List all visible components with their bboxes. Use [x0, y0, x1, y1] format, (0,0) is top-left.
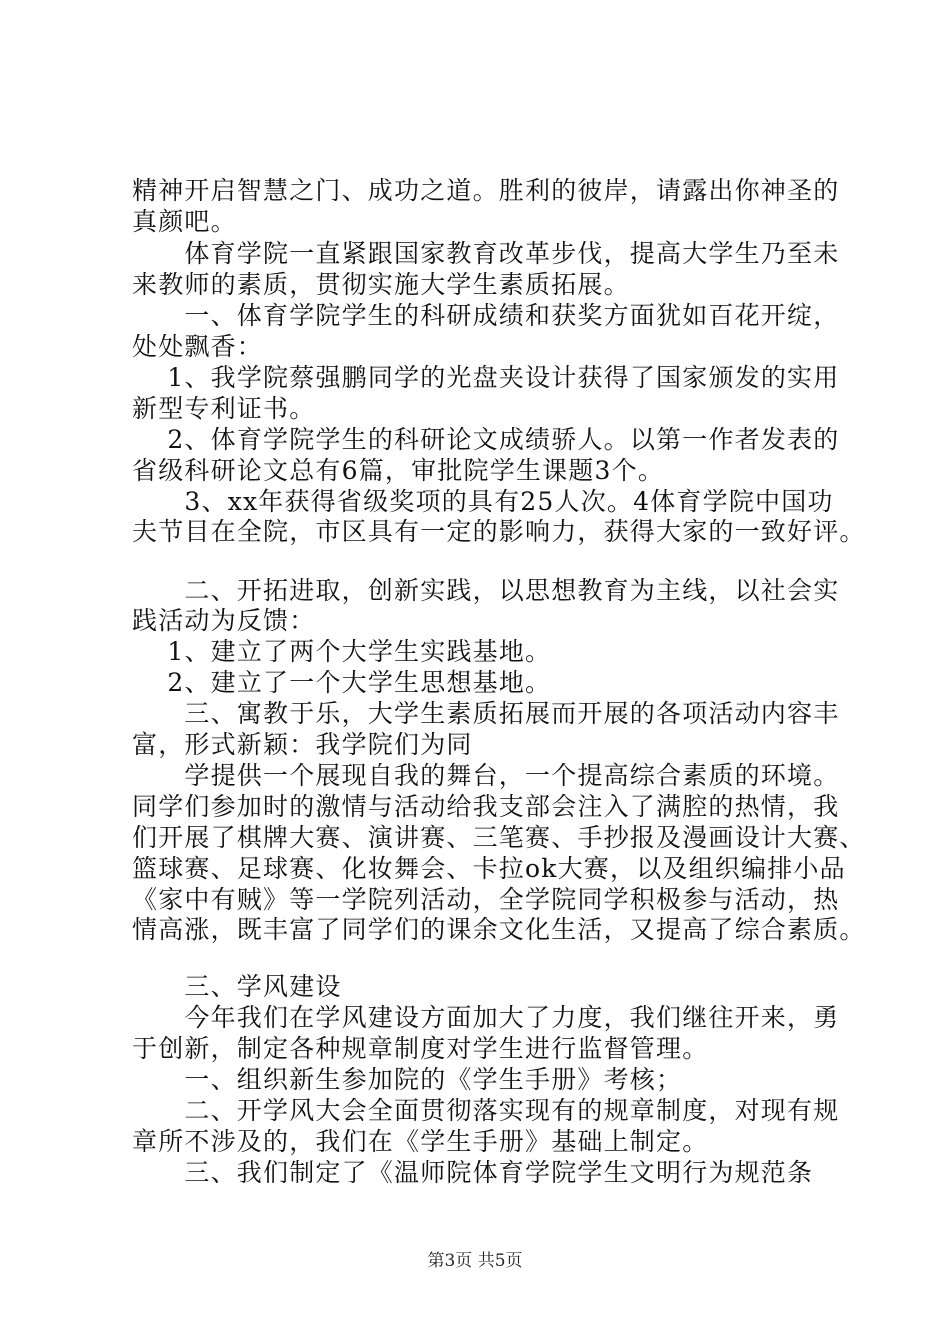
text-line: 体育学院一直紧跟国家教育改革步伐，提高大学生乃至未: [132, 239, 840, 268]
text-line: 三、我们制定了《温师院体育学院学生文明行为规范条: [132, 1158, 814, 1187]
text-line: 新型专利证书。: [132, 394, 316, 423]
text-line: 三、寓教于乐，大学生素质拓展而开展的各项活动内容丰: [132, 699, 840, 728]
text-line: 《家中有贼》等一学院列活动，全学院同学积极参与活动，热: [132, 885, 840, 914]
text-line: 1、我学院蔡强鹏同学的光盘夹设计获得了国家颁发的实用: [132, 363, 840, 392]
text-line: 学提供一个展现自我的舞台，一个提高综合素质的环境。: [132, 761, 840, 790]
text-line: 2、体育学院学生的科研论文成绩骄人。以第一作者发表的: [132, 425, 840, 454]
text-line: 夫节目在全院，市区具有一定的影响力，获得大家的一致好评。: [132, 517, 866, 546]
text-line: 践活动为反馈：: [132, 606, 316, 635]
text-line: 一、体育学院学生的科研成绩和获奖方面犹如百花开绽，: [132, 301, 840, 330]
page-number-footer: 第3页 共5页: [427, 1251, 523, 1271]
text-line: 省级科研论文总有6篇，审批院学生课题3个。: [132, 456, 665, 485]
text-line: 1、建立了两个大学生实践基地。: [132, 637, 552, 666]
text-line: 3、xx年获得省级奖项的具有25人次。4体育学院中国功: [132, 487, 834, 516]
text-line: 于创新，制定各种规章制度对学生进行监督管理。: [132, 1034, 709, 1063]
text-line: 2、建立了一个大学生思想基地。: [132, 668, 552, 697]
text-line: 同学们参加时的激情与活动给我支部会注入了满腔的热情，我: [132, 792, 840, 821]
text-line: 二、开学风大会全面贯彻落实现有的规章制度，对现有规: [132, 1096, 840, 1125]
text-line: 情高涨，既丰富了同学们的课余文化生活，又提高了综合素质。: [132, 915, 866, 944]
text-line: 篮球赛、足球赛、化妆舞会、卡拉ok大赛，以及组织编排小品: [132, 854, 846, 883]
text-line: 真颜吧。: [132, 207, 237, 236]
text-line: 们开展了棋牌大赛、演讲赛、三笔赛、手抄报及漫画设计大赛、: [132, 823, 866, 852]
text-line: 今年我们在学风建设方面加大了力度，我们继往开来，勇: [132, 1003, 840, 1032]
text-line: 处处飘香：: [132, 332, 264, 361]
text-line: 精神开启智慧之门、成功之道。胜利的彼岸，请露出你神圣的: [132, 176, 840, 205]
text-line: 二、开拓进取，创新实践，以思想教育为主线，以社会实: [132, 576, 840, 605]
text-line: 一、组织新生参加院的《学生手册》考核；: [132, 1065, 683, 1094]
text-line: 三、学风建设: [132, 972, 342, 1001]
text-line: 来教师的素质，贯彻实施大学生素质拓展。: [132, 270, 630, 299]
text-line: 章所不涉及的，我们在《学生手册》基础上制定。: [132, 1127, 709, 1156]
text-line: 富，形式新颖：我学院们为同: [132, 730, 473, 759]
